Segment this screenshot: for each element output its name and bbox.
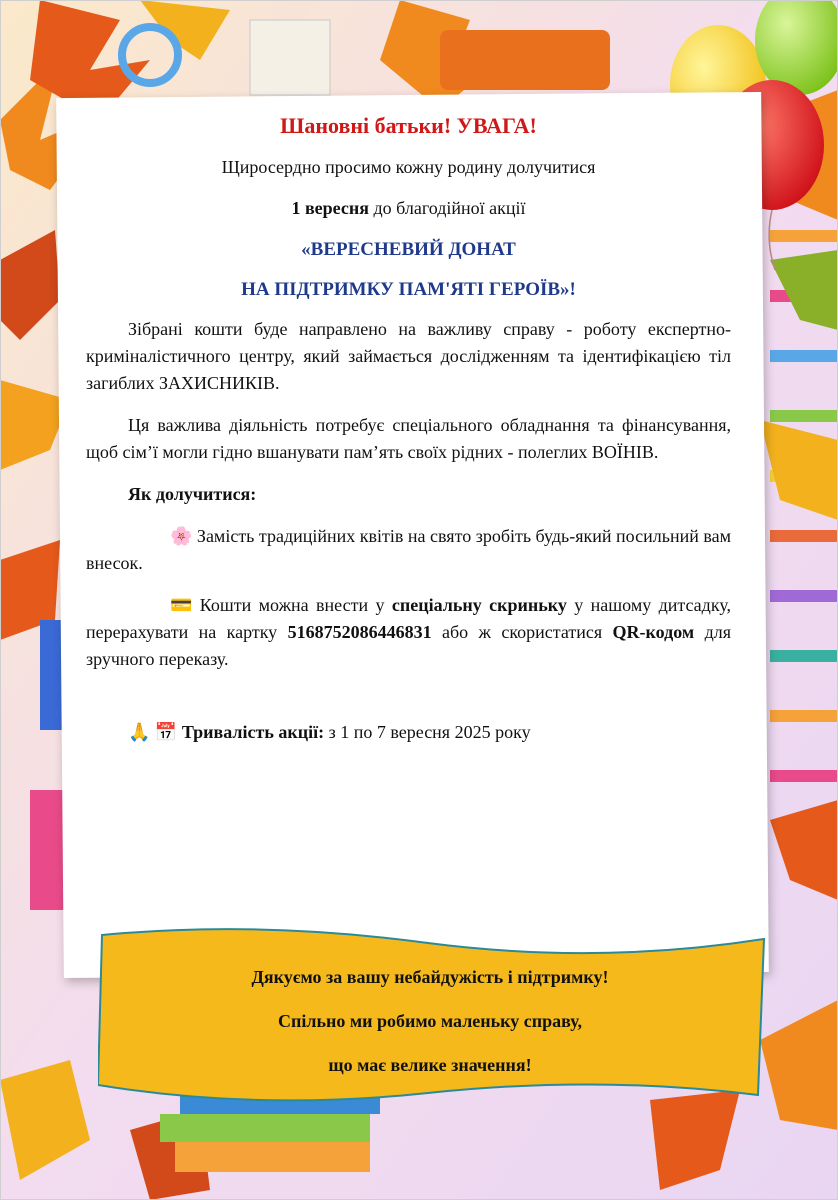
banner-line1: Дякуємо за вашу небайдужість і підтримку! [251, 967, 609, 987]
date-line-rest: до благодійної акції [368, 198, 526, 218]
donation-text-part3: або ж скористатися [431, 622, 613, 642]
donation-text-part2: у нашому дитсадку, перерахувати на картку [86, 595, 732, 642]
paragraph-purpose: Зібрані кошти буде направлено на важливу справу - роботу експертно-криміналістичного центру, який займається дослідженням та ідентифікацією тіл загиблих ЗАХИСНИКІВ. [86, 319, 731, 393]
campaign-name-line1: «ВЕРЕСНЕВИЙ ДОНАТ [301, 239, 516, 260]
poster-content [86, 112, 731, 746]
donation-text-part1: Кошти можна внести у [192, 595, 392, 615]
thank-you-banner-text [120, 955, 740, 1087]
calendar-icon: 📅 [154, 722, 178, 743]
list-item-flowers [86, 523, 731, 577]
date-bold: 1 вересня [291, 198, 369, 218]
list-item-flowers-text: Замість традиційних квітів на свято зробіть будь-який посильний вам внесок. [86, 526, 731, 573]
banner-line3: що має велике значення! [328, 1055, 532, 1075]
how-to-join-heading: Як долучитися: [128, 484, 257, 504]
date-line [86, 195, 731, 222]
invitation-line: Щиросердно просимо кожну родину долучитися [221, 157, 596, 177]
campaign-name-line2: НА ПІДТРИМКУ ПАМ'ЯТІ ГЕРОЇВ»! [241, 279, 576, 300]
list-item-donation-methods [86, 592, 731, 673]
flower-icon: 🌸 [170, 526, 193, 547]
poster-title: Шановні батьки! УВАГА! [280, 113, 537, 138]
donation-box-bold: спеціальну скриньку [391, 595, 567, 615]
card-number: 5168752086446831 [287, 622, 432, 642]
campaign-duration [128, 719, 731, 746]
donation-text-part4: для зручного переказу. [86, 622, 731, 669]
duration-label: Тривалість акції: [181, 722, 325, 742]
praying-hands-icon: 🙏 [128, 722, 151, 743]
duration-value: з 1 по 7 вересня 2025 року [324, 722, 531, 742]
credit-card-icon: 💳 [170, 595, 193, 616]
banner-line2: Спільно ми робимо маленьку справу, [278, 1011, 582, 1031]
campaign-name [86, 236, 731, 304]
paragraph-importance: Ця важлива діяльність потребує спеціального обладнання та фінансування, щоб сім’ї могли гідно вшанувати пам’ять своїх рідних - полеглих ВОЇНІВ. [86, 415, 731, 462]
qr-code-bold: QR-кодом [612, 622, 695, 642]
